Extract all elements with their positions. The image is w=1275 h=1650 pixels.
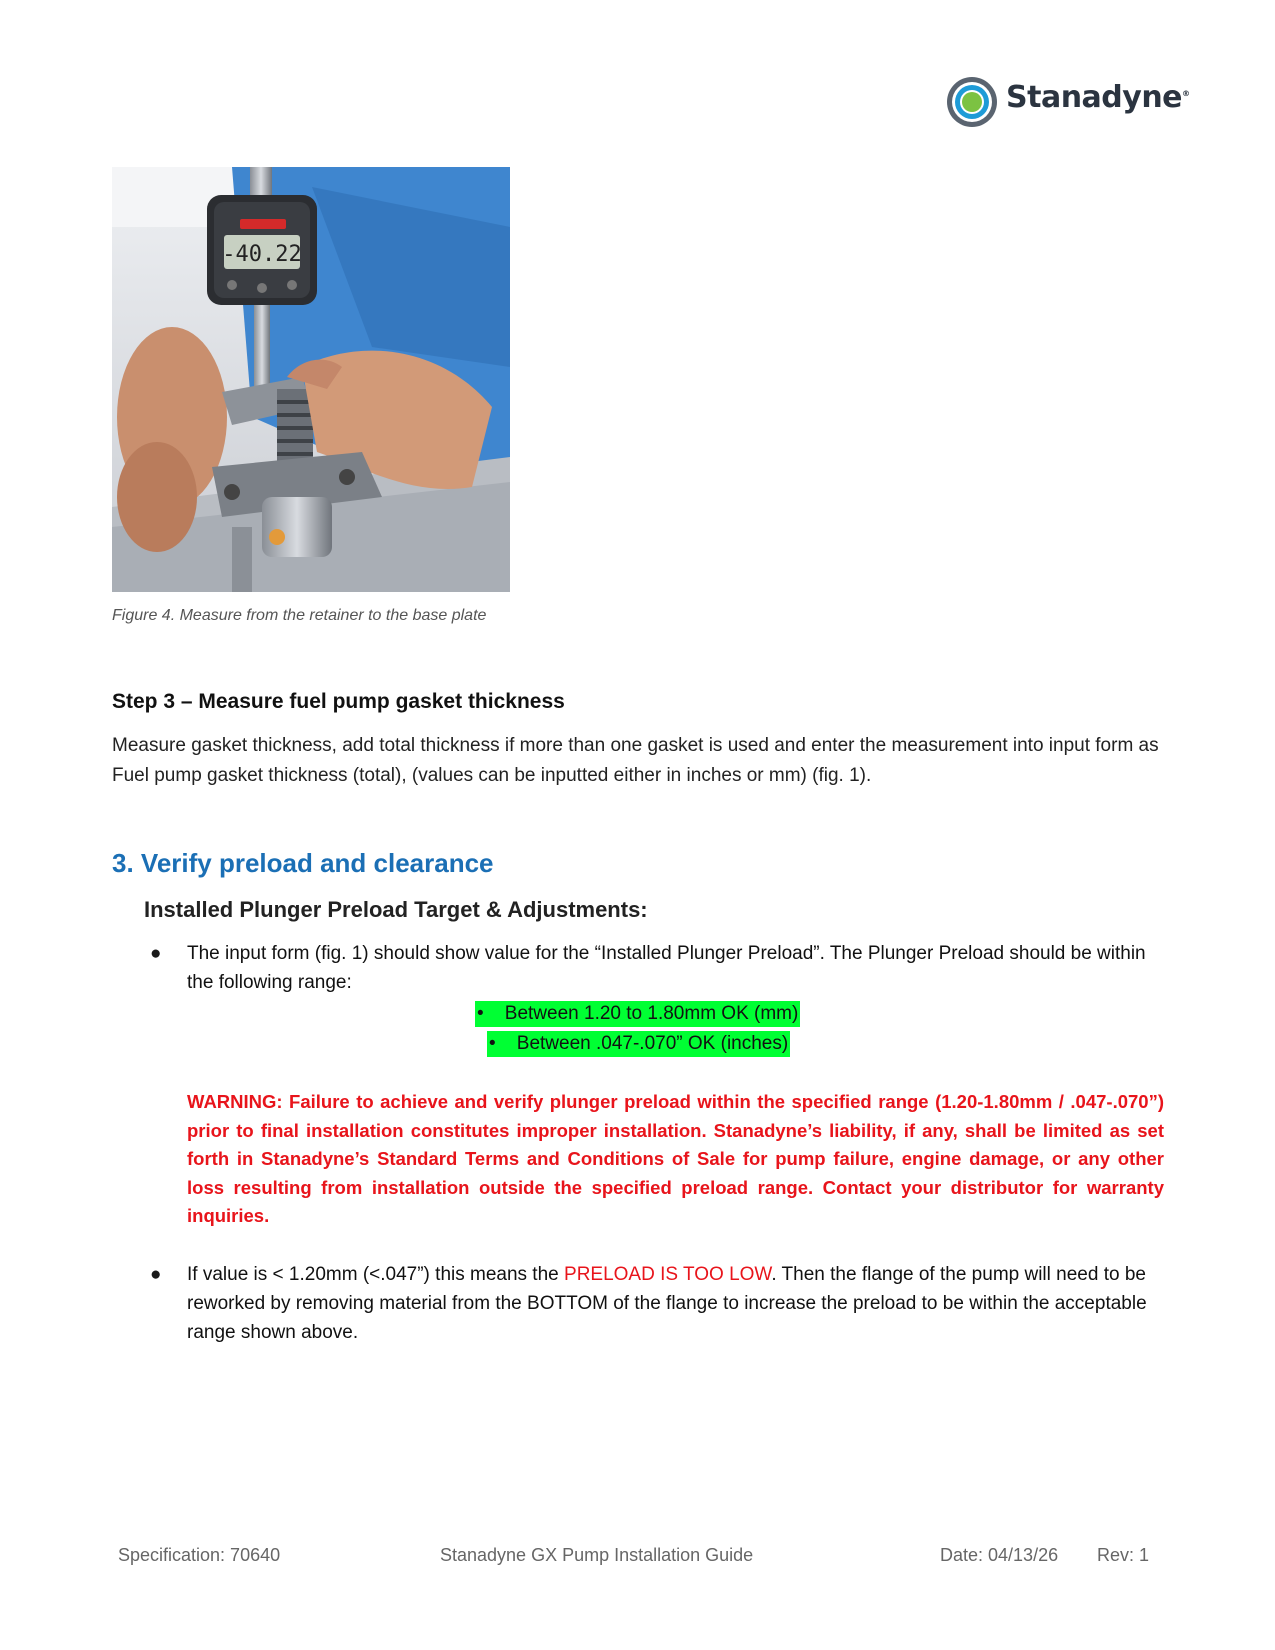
bullet-2-pre: If value is < 1.20mm (<.047”) this means the <box>187 1264 565 1285</box>
preload-too-low-text: PRELOAD IS TOO LOW <box>564 1264 772 1285</box>
footer-spec: Specification: 70640 <box>118 1545 281 1565</box>
bullet-1-text: The input form (fig. 1) should show value for the “Installed Plunger Preload”. The Plunger Preload should be within the following range: <box>187 943 1146 993</box>
section-heading: 3. Verify preload and clearance <box>112 848 494 878</box>
logo-registered-mark: ® <box>1182 89 1190 98</box>
stanadyne-logo <box>944 74 1190 130</box>
step-3-heading: Step 3 – Measure fuel pump gasket thickness <box>112 690 565 713</box>
range-inches-highlight: • Between .047-.070” OK (inches) <box>487 1031 790 1057</box>
step-3-body: Measure gasket thickness, add total thickness if more than one gasket is used and enter the measurement into input form as Fuel pump gasket thickness (total), (values can be inputted either in inches or mm) (fig. 1). <box>112 735 1159 786</box>
bullet-2-post: . Then the flange of the pump will need to be reworked by removing material from the BOTTOM of the flange to increase the preload to be within the acceptable range shown above. <box>187 1264 1147 1343</box>
footer-rev: Rev: 1 <box>1097 1545 1150 1565</box>
figure-caption: Figure 4. Measure from the retainer to the base plate <box>112 607 487 624</box>
figure-4-photo <box>112 167 510 592</box>
range-inches-text: Between .047-.070” OK (inches) <box>516 1033 789 1054</box>
bullet-dot: ● <box>150 1264 162 1285</box>
warning-text: WARNING: Failure to achieve and verify plunger preload within the specified range (1.20-1.80mm / .047-.070”) prior to final installation constitutes improper installation. Stanadyne’s liability, if any, shall be limited as set forth in Stanadyne’s Standard Terms and Conditions of Sale for pump failure, engine damage, or any other loss resulting from installation outside the specified preload range. Contact your distributor for warranty inquiries. <box>187 1091 1164 1226</box>
gauge-reading: -40.22 <box>222 242 302 267</box>
bullet-dot: ● <box>150 943 162 964</box>
range-mm-text: Between 1.20 to 1.80mm OK (mm) <box>504 1003 799 1024</box>
range-mm-highlight: • Between 1.20 to 1.80mm OK (mm) <box>475 1001 800 1027</box>
footer-title: Stanadyne GX Pump Installation Guide <box>440 1545 754 1565</box>
bullet-2-text <box>187 1260 1167 1347</box>
footer-date: Date: 04/13/26 <box>940 1545 1059 1565</box>
logo-mark-icon <box>944 74 1000 130</box>
section-subheading: Installed Plunger Preload Target & Adjustments: <box>144 897 648 922</box>
logo-text: Stanadyne <box>1006 80 1183 115</box>
